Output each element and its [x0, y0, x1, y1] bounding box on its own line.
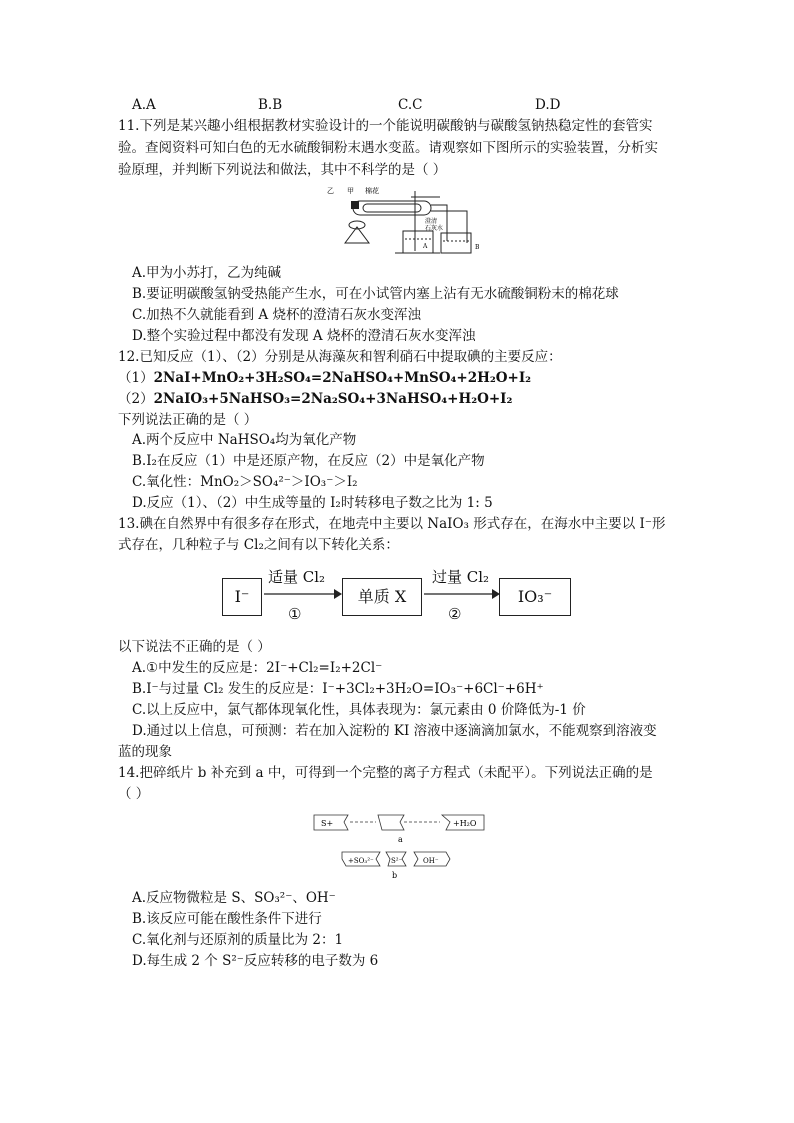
q12-question: 下列说法正确的是（ ）: [118, 412, 258, 428]
flow-box-element-x: 单质 X: [342, 578, 422, 616]
q13-option-d-cont: 蓝的现象: [118, 744, 172, 760]
q14-option-b: B.该反应可能在酸性条件下进行: [132, 911, 322, 927]
flow-arrow-2: [422, 588, 500, 600]
q12-r2-equation: 2NaIO₃+5NaHSO₃=2Na₂SO₄+3NaHSO₄+H₂O+I₂: [153, 391, 513, 407]
q11-stem-line2: 验。查阅资料可知白色的无水硫酸铜粉末遇水变蓝。请观察如下图所示的实验装置，分析实: [118, 140, 658, 156]
q13-option-b: B.I⁻与过量 Cl₂ 发生的反应是：I⁻+3Cl₂+3H₂O=IO₃⁻+6Cl⁻+6H⁺: [132, 681, 544, 697]
piece-b1: +SO₃²⁻: [348, 857, 374, 865]
flow-arrow-1: [262, 588, 342, 600]
q12-option-c: C.氧化性：MnO₂＞SO₄²⁻＞IO₃⁻＞I₂: [132, 474, 358, 490]
q13-option-c: C.以上反应中，氯气都体现氧化性，具体表现为：氯元素由 0 价降低为-1 价: [132, 702, 586, 718]
label-b: b: [392, 871, 398, 880]
q12-option-b: B.I₂在反应（1）中是还原产物，在反应（2）中是氧化产物: [132, 453, 485, 469]
q12-r2-label: （2）: [118, 391, 154, 407]
flow-arrow1-number: ①: [288, 605, 302, 623]
q10-option-d: D.D: [535, 97, 561, 113]
label-water-top: 澄清: [425, 218, 438, 225]
q10-option-c: C.C: [398, 97, 423, 113]
flow-arrow2-label: 过量 Cl₂: [432, 568, 490, 586]
label-water-bottom: 石灰水: [425, 225, 444, 232]
q14-stem-line1: 14.把碎纸片 b 补充到 a 中，可得到一个完整的离子方程式（未配平）。下列说法正确的是: [118, 765, 653, 781]
q12-r1-label: （1）: [118, 370, 154, 386]
flow-box-iodate: IO₃⁻: [499, 578, 571, 616]
q14-option-d: D.每生成 2 个 S²⁻反应转移的电子数为 6: [132, 953, 379, 969]
q11-option-a: A.甲为小苏打，乙为纯碱: [132, 265, 282, 281]
q11-apparatus-figure: [325, 183, 485, 263]
q14-paper-pieces-figure: [312, 812, 490, 882]
q11-option-d: D.整个实验过程中都没有发现 A 烧杯的澄清石灰水变浑浊: [132, 328, 476, 344]
piece-a-right: +H₂O: [453, 819, 477, 828]
label-beaker-b: B: [475, 244, 480, 251]
q12-stem: 12.已知反应（1）、（2）分别是从海藻灰和智利硝石中提取碘的主要反应：: [118, 349, 562, 365]
label-yi: 乙: [327, 187, 334, 195]
label-a: a: [398, 835, 403, 844]
q13-option-a: A.①中发生的反应是：2I⁻+Cl₂=I₂+2Cl⁻: [132, 660, 383, 676]
q11-option-c: C.加热不久就能看到 A 烧杯的澄清石灰水变浑浊: [132, 307, 421, 323]
q13-stem-line1: 13.碘在自然界中有很多存在形式，在地壳中主要以 NaIO₃ 形式存在，在海水中主要以 I⁻形: [118, 516, 666, 532]
q14-stem-line2: （ ）: [118, 786, 150, 802]
piece-b2: S²⁻: [391, 857, 403, 865]
q14-option-a: A.反应物微粒是 S、SO₃²⁻、OH⁻: [132, 890, 336, 906]
q11-stem-line1: 11.下列是某兴趣小组根据教材实验设计的一个能说明碳酸钠与碳酸氢钠热稳定性的套管实: [118, 118, 653, 134]
label-jia: 甲: [347, 187, 354, 195]
q12-r1-equation: 2NaI+MnO₂+3H₂SO₄=2NaHSO₄+MnSO₄+2H₂O+I₂: [153, 370, 532, 386]
q12-option-d: D.反应（1）、（2）中生成等量的 I₂时转移电子数之比为 1: 5: [132, 495, 493, 511]
q10-option-a: A.A: [132, 97, 156, 113]
flow-arrow1-label: 适量 Cl₂: [268, 568, 326, 586]
flow-arrow2-number: ②: [448, 605, 462, 623]
flow-box-iodide: I⁻: [222, 578, 262, 616]
q11-option-b: B.要证明碳酸氢钠受热能产生水，可在小试管内塞上沾有无水硫酸铜粉末的棉花球: [132, 286, 619, 302]
q13-question: 以下说法不正确的是（ ）: [118, 639, 271, 655]
q12-reaction-1: [118, 368, 531, 388]
q13-stem-line2: 式存在，几种粒子与 Cl₂之间有以下转化关系：: [118, 537, 399, 553]
piece-a-left: S+: [321, 819, 334, 828]
q13-option-d: D.通过以上信息，可预测：若在加入淀粉的 KI 溶液中逐滴滴加氯水，不能观察到溶液变: [132, 723, 657, 739]
q12-reaction-2: [118, 389, 512, 409]
q10-option-b: B.B: [258, 97, 283, 113]
q12-option-a: A.两个反应中 NaHSO₄均为氧化产物: [132, 432, 357, 448]
piece-b3: OH⁻: [423, 857, 439, 865]
label-beaker-a: A: [423, 243, 428, 250]
q11-stem-line3: 验原理，并判断下列说法和做法，其中不科学的是（ ）: [118, 162, 447, 178]
q14-option-c: C.氧化剂与还原剂的质量比为 2：1: [132, 932, 344, 948]
label-mianhua: 棉花: [365, 187, 379, 195]
